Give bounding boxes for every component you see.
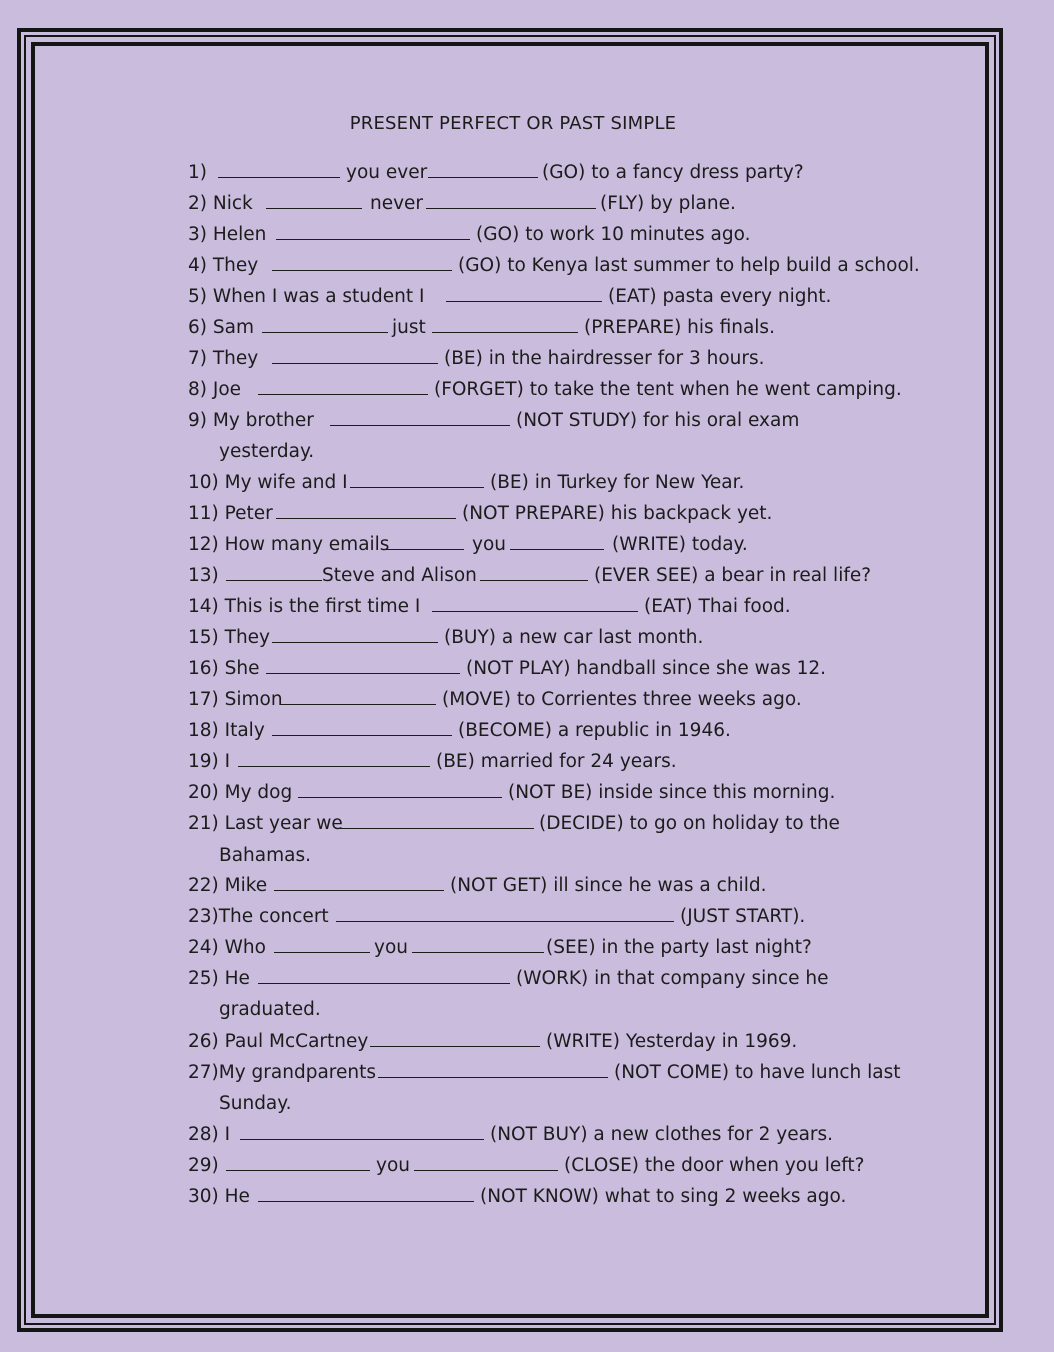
exercise-text: 26) Paul McCartney: [188, 1031, 369, 1052]
answer-blank[interactable]: [412, 937, 544, 959]
exercise-text: 22) Mike: [188, 875, 268, 896]
exercise-text: yesterday.: [219, 441, 315, 462]
exercise-text: 3) Helen: [188, 224, 267, 245]
answer-blank[interactable]: [218, 162, 340, 184]
answer-blank[interactable]: [262, 317, 388, 339]
answer-blank[interactable]: [272, 627, 438, 649]
answer-blank[interactable]: [330, 410, 510, 432]
answer-blank[interactable]: [240, 1124, 484, 1146]
exercise-text: graduated.: [219, 999, 321, 1020]
exercise-text: Sunday.: [219, 1093, 292, 1114]
answer-blank[interactable]: [426, 193, 596, 215]
exercise-text: (SEE) in the party last night?: [546, 937, 812, 958]
exercise-text: you: [472, 534, 506, 555]
exercise-text: 1): [188, 162, 207, 183]
answer-blank[interactable]: [238, 751, 430, 773]
exercise-text: 25) He: [188, 968, 250, 989]
exercise-text: (BE) in the hairdresser for 3 hours.: [444, 348, 765, 369]
answer-blank[interactable]: [432, 317, 578, 339]
exercise-text: never: [370, 193, 424, 214]
exercise-text: (GO) to a fancy dress party?: [542, 162, 804, 183]
exercise-text: (EAT) pasta every night.: [608, 286, 832, 307]
answer-blank[interactable]: [266, 193, 362, 215]
answer-blank[interactable]: [382, 534, 464, 556]
exercise-text: (MOVE) to Corrientes three weeks ago.: [442, 689, 802, 710]
exercise-text: (NOT COME) to have lunch last: [614, 1062, 901, 1083]
answer-blank[interactable]: [274, 875, 444, 897]
exercise-text: (NOT KNOW) what to sing 2 weeks ago.: [480, 1186, 847, 1207]
exercise-text: (FORGET) to take the tent when he went camping.: [434, 379, 902, 400]
exercise-text: (GO) to Kenya last summer to help build a school.: [458, 255, 920, 276]
answer-blank[interactable]: [378, 1062, 608, 1084]
answer-blank[interactable]: [510, 534, 604, 556]
exercise-text: 6) Sam: [188, 317, 254, 338]
exercise-text: 4) They: [188, 255, 259, 276]
answer-blank[interactable]: [276, 503, 456, 525]
exercise-text: 10) My wife and I: [188, 472, 348, 493]
exercise-text: (WORK) in that company since he: [516, 968, 829, 989]
exercise-text: 13): [188, 565, 219, 586]
exercise-text: (JUST START).: [680, 906, 806, 927]
exercise-text: (EVER SEE) a bear in real life?: [594, 565, 872, 586]
answer-blank[interactable]: [350, 472, 484, 494]
answer-blank[interactable]: [276, 224, 470, 246]
answer-blank[interactable]: [258, 1186, 474, 1208]
answer-blank[interactable]: [370, 1031, 540, 1053]
exercise-text: 21) Last year we: [188, 813, 343, 834]
exercise-text: 18) Italy: [188, 720, 265, 741]
exercise-text: (WRITE) today.: [612, 534, 748, 555]
answer-blank[interactable]: [298, 782, 502, 804]
exercise-text: 20) My dog: [188, 782, 293, 803]
answer-blank[interactable]: [280, 689, 436, 711]
exercise-text: (NOT BE) inside since this morning.: [508, 782, 836, 803]
answer-blank[interactable]: [274, 937, 370, 959]
answer-blank[interactable]: [266, 658, 460, 680]
exercise-text: 23)The concert: [188, 906, 329, 927]
exercise-text: (EAT) Thai food.: [644, 596, 791, 617]
exercise-text: (FLY) by plane.: [600, 193, 736, 214]
exercise-text: 17) Simon: [188, 689, 283, 710]
exercise-text: (DECIDE) to go on holiday to the: [539, 813, 840, 834]
exercise-text: 19) I: [188, 751, 231, 772]
answer-blank[interactable]: [258, 968, 510, 990]
answer-blank[interactable]: [432, 596, 638, 618]
exercise-text: 28) I: [188, 1124, 231, 1145]
exercise-text: 2) Nick: [188, 193, 253, 214]
exercise-text: 14) This is the first time I: [188, 596, 421, 617]
exercise-text: 12) How many emails: [188, 534, 390, 555]
exercise-text: 9) My brother: [188, 410, 314, 431]
answer-blank[interactable]: [428, 162, 538, 184]
exercise-text: (GO) to work 10 minutes ago.: [476, 224, 751, 245]
answer-blank[interactable]: [272, 255, 452, 277]
exercise-text: Bahamas.: [219, 845, 311, 866]
exercise-text: (BECOME) a republic in 1946.: [458, 720, 731, 741]
exercise-text: 7) They: [188, 348, 259, 369]
exercise-text: 29): [188, 1155, 219, 1176]
exercise-text: 27)My grandparents: [188, 1062, 376, 1083]
exercise-text: you ever: [346, 162, 428, 183]
exercise-text: (CLOSE) the door when you left?: [564, 1155, 865, 1176]
exercise-text: (NOT BUY) a new clothes for 2 years.: [490, 1124, 834, 1145]
exercise-text: 8) Joe: [188, 379, 242, 400]
exercise-text: (WRITE) Yesterday in 1969.: [546, 1031, 798, 1052]
answer-blank[interactable]: [226, 565, 322, 587]
exercise-text: (NOT PLAY) handball since she was 12.: [466, 658, 827, 679]
exercise-text: 16) She: [188, 658, 260, 679]
exercise-text: Steve and Alison: [322, 565, 477, 586]
exercise-text: (BUY) a new car last month.: [444, 627, 704, 648]
exercise-text: you: [374, 937, 408, 958]
worksheet-title: PRESENT PERFECT OR PAST SIMPLE: [349, 113, 677, 134]
exercise-text: (PREPARE) his finals.: [584, 317, 775, 338]
answer-blank[interactable]: [480, 565, 588, 587]
answer-blank[interactable]: [258, 379, 428, 401]
exercise-text: just: [392, 317, 426, 338]
answer-blank[interactable]: [226, 1155, 370, 1177]
exercise-text: 15) They: [188, 627, 270, 648]
exercise-text: (BE) in Turkey for New Year.: [490, 472, 745, 493]
exercise-text: 11) Peter: [188, 503, 273, 524]
exercise-text: 24) Who: [188, 937, 266, 958]
answer-blank[interactable]: [336, 906, 674, 928]
exercise-text: you: [376, 1155, 410, 1176]
exercise-text: (BE) married for 24 years.: [436, 751, 677, 772]
answer-blank[interactable]: [446, 286, 602, 308]
exercise-text: (NOT PREPARE) his backpack yet.: [462, 503, 773, 524]
exercise-text: (NOT STUDY) for his oral exam: [516, 410, 800, 431]
answer-blank[interactable]: [414, 1155, 558, 1177]
answer-blank[interactable]: [272, 348, 438, 370]
exercise-text: 30) He: [188, 1186, 250, 1207]
answer-blank[interactable]: [340, 813, 534, 835]
exercise-text: (NOT GET) ill since he was a child.: [450, 875, 767, 896]
answer-blank[interactable]: [272, 720, 452, 742]
exercise-text: 5) When I was a student I: [188, 286, 425, 307]
